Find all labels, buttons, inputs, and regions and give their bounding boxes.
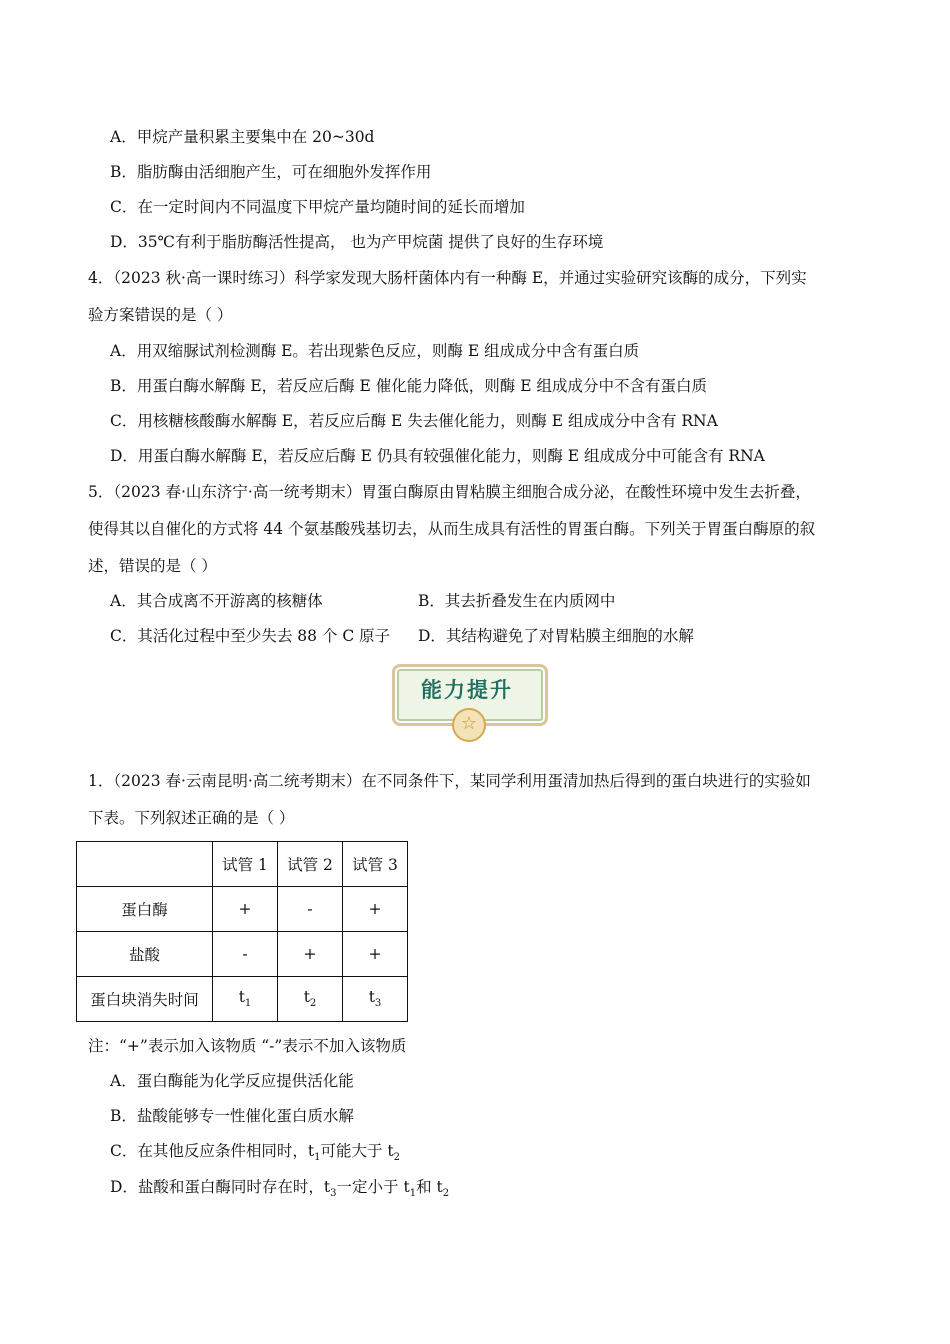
table-cell [278, 977, 343, 1022]
section-badge [388, 660, 548, 732]
p1-stem-line1: 1．（2023 春·云南昆明·高二统考期末）在不同条件下，某同学利用蛋清加热后得到的蛋白块进行的实验如 [88, 772, 811, 790]
p1-option-a: A．蛋白酶能为化学反应提供活化能 [110, 1072, 354, 1090]
q5-option-a: A．其合成离不开游离的核糖体 [110, 592, 323, 610]
p1-option-d [110, 1177, 449, 1204]
p1-option-c [110, 1141, 400, 1168]
q3-option-c: C．在一定时间内不同温度下甲烷产量均随时间的延长而增加 [110, 198, 525, 216]
table-header-cell: 试管 1 [213, 842, 278, 887]
table-row-label: 蛋白块消失时间 [77, 977, 213, 1022]
table-header-row [77, 842, 408, 887]
table-cell [213, 977, 278, 1022]
subscript: 2 [393, 1152, 400, 1164]
time-subscript: 1 [244, 998, 252, 1010]
subscript: 2 [442, 1188, 450, 1200]
option-text: D．盐酸和蛋白酶同时存在时，t [110, 1178, 331, 1196]
p1-stem-line2: 下表。下列叙述正确的是（ ） [88, 809, 295, 827]
table-cell [343, 977, 408, 1022]
table-header-cell: 试管 3 [343, 842, 408, 887]
q4-stem-line1: 4．（2023 秋·高一课时练习）科学家发现大肠杆菌体内有一种酶 E，并通过实验研究该酶的成分，下列实 [88, 269, 807, 287]
q5-option-c: C．其活化过程中至少失去 88 个 C 原子 [110, 627, 391, 645]
table-row [77, 932, 408, 977]
subscript: 1 [314, 1152, 321, 1164]
q3-option-d: D．35℃有利于脂肪酶活性提高， 也为产甲烷菌 提供了良好的生存环境 [110, 233, 604, 251]
q5-option-d: D．其结构避免了对胃粘膜主细胞的水解 [418, 627, 694, 645]
q5-stem-line1: 5．（2023 春·山东济宁·高一统考期末）胃蛋白酶原由胃粘膜主细胞合成分泌，在酸性环境中发生去折叠， [88, 483, 811, 501]
q5-stem-line3: 述，错误的是（ ） [88, 557, 217, 575]
option-text: C．在其他反应条件相同时，t [110, 1142, 315, 1160]
table-row [77, 977, 408, 1022]
table-row-label: 盐酸 [77, 932, 213, 977]
table-cell: + [213, 887, 278, 932]
table-header-cell: 试管 2 [278, 842, 343, 887]
table-cell: + [278, 932, 343, 977]
time-symbol: t [303, 988, 310, 1007]
option-text: 和 t [416, 1178, 443, 1196]
q4-stem-line2: 验方案错误的是（ ） [88, 306, 233, 324]
badge-title: 能力提升 [421, 678, 513, 702]
q5-option-b: B．其去折叠发生在内质网中 [418, 592, 616, 610]
subscript: 3 [330, 1188, 337, 1200]
table-note: 注：“+”表示加入该物质 “-”表示不加入该物质 [88, 1037, 407, 1055]
time-symbol: t [368, 988, 375, 1007]
table-cell [77, 842, 213, 887]
table-cell: - [278, 887, 343, 932]
time-symbol: t [238, 988, 245, 1007]
time-subscript: 2 [309, 998, 317, 1010]
time-subscript: 3 [374, 998, 382, 1010]
table-row-label: 蛋白酶 [77, 887, 213, 932]
q4-option-b: B．用蛋白酶水解酶 E，若反应后酶 E 催化能力降低，则酶 E 组成成分中不含有蛋白质 [110, 377, 707, 395]
table-cell: - [213, 932, 278, 977]
q3-option-a: A．甲烷产量积累主要集中在 20~30d [110, 128, 375, 146]
q3-option-b: B．脂肪酶由活细胞产生，可在细胞外发挥作用 [110, 163, 432, 181]
table-cell: + [343, 932, 408, 977]
subscript: 1 [409, 1188, 417, 1200]
star-icon: ☆ [452, 708, 486, 742]
table-cell: + [343, 887, 408, 932]
q5-stem-line2: 使得其以自催化的方式将 44 个氨基酸残基切去，从而生成具有活性的胃蛋白酶。下列关于胃蛋白酶原的叙 [88, 520, 816, 538]
option-text: 一定小于 t [336, 1178, 410, 1196]
q4-option-a: A．用双缩脲试剂检测酶 E。若出现紫色反应，则酶 E 组成成分中含有蛋白质 [110, 342, 640, 360]
q4-option-d: D．用蛋白酶水解酶 E，若反应后酶 E 仍具有较强催化能力，则酶 E 组成成分中可能含有 RNA [110, 447, 765, 465]
option-text: 可能大于 t [320, 1142, 394, 1160]
q4-option-c: C．用核糖核酸酶水解酶 E，若反应后酶 E 失去催化能力，则酶 E 组成成分中含有 RNA [110, 412, 718, 430]
table-row [77, 887, 408, 932]
p1-option-b: B．盐酸能够专一性催化蛋白质水解 [110, 1107, 354, 1125]
experiment-table [76, 841, 408, 1022]
